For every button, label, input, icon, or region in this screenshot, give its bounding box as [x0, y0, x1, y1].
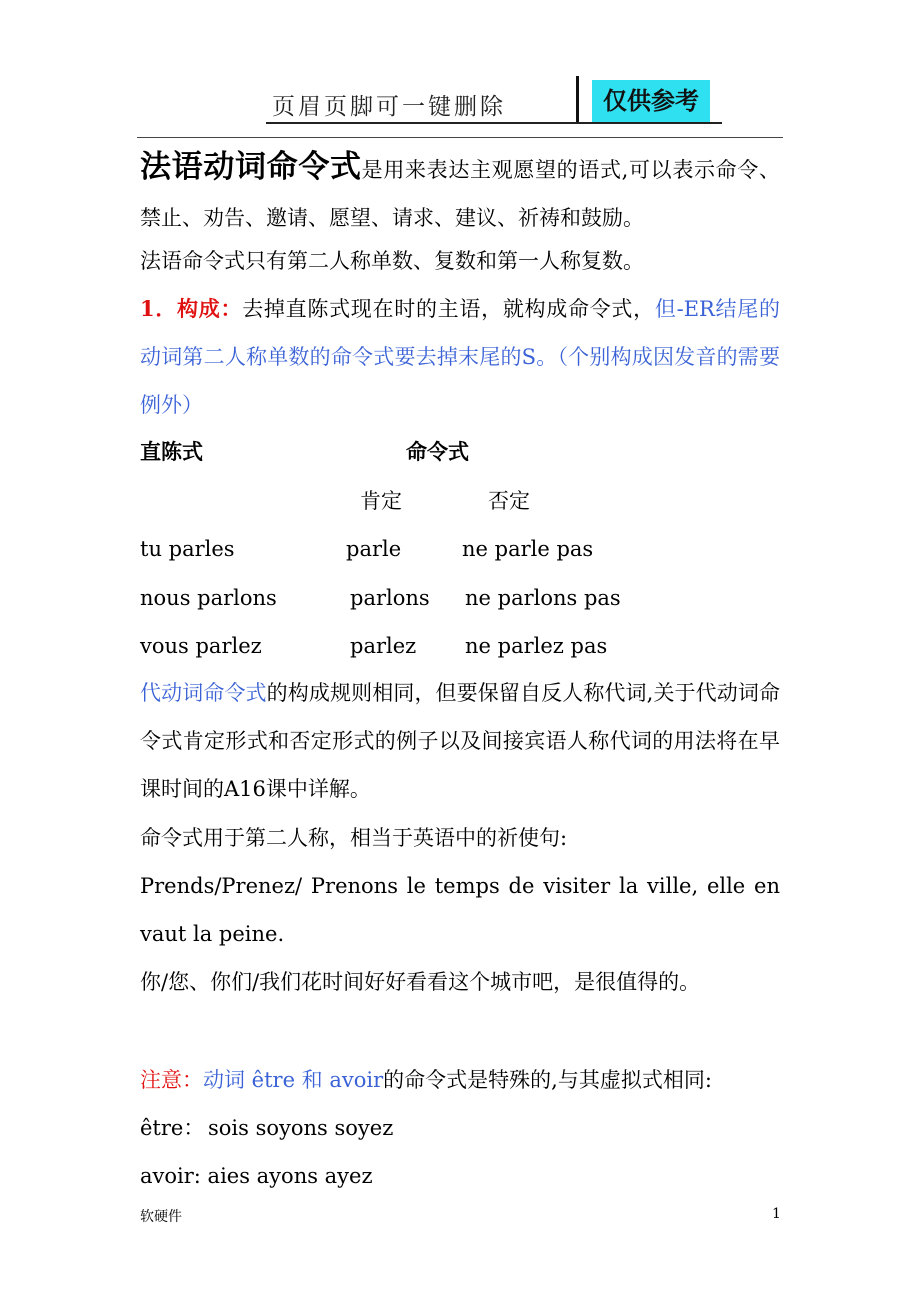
page-number: 1 [772, 1206, 781, 1222]
note-line [140, 1056, 780, 1104]
table-row-negative: ne parlez pas [465, 634, 608, 658]
col-header-negative: 否定 [488, 489, 530, 513]
intro-paragraph [140, 143, 780, 242]
col-header-indicative: 直陈式 [140, 439, 203, 464]
header-rule [137, 137, 783, 138]
section-formation-text: 去掉直陈式现在时的主语，就构成命令式， [242, 297, 655, 321]
intro-text: 是用来表达主观愿望的语式,可以表示命令、禁止、劝告、邀请、愿望、请求、建议、祈祷和鼓励。 [140, 158, 780, 230]
table-row-indicative: vous parlez [140, 634, 262, 658]
intro-title: 法语动词命令式 [140, 149, 362, 185]
usage-line: 命令式用于第二人称，相当于英语中的祈使句: [140, 826, 568, 850]
example-chinese: 你/您、你们/我们花时间好好看看这个城市吧，是很值得的。 [140, 970, 701, 994]
table-row-affirmative: parle [346, 537, 402, 561]
table-row-affirmative: parlons [350, 586, 430, 610]
etre-forms: sois soyons soyez [208, 1116, 394, 1140]
person-note: 法语命令式只有第二人称单数、复数和第一人称复数。 [140, 249, 644, 273]
avoir-label: avoir: [140, 1164, 201, 1188]
note-verbs: 动词 être 和 avoir [203, 1068, 384, 1092]
section-formation [140, 285, 780, 429]
header-text: 页眉页脚可一键删除 [272, 94, 506, 120]
reference-badge: 仅供参考 [592, 80, 710, 122]
avoir-line [140, 1152, 373, 1200]
col-header-affirmative: 肯定 [360, 489, 402, 513]
table-row-negative: ne parlons pas [465, 586, 621, 610]
table-row-indicative: nous parlons [140, 586, 277, 610]
header-separator [576, 76, 579, 124]
header-underline [266, 122, 722, 124]
note-text: 的命令式是特殊的,与其虚拟式相同: [383, 1068, 712, 1092]
pronominal-term: 代动词命令式 [140, 681, 267, 705]
pronominal-text: 的构成规则相同，但要保留自反人称代词,关于代动词命令式肯定形式和否定形式的例子以及间接宾语人称代词的用法将在早课时间的A16课中详解。 [140, 681, 780, 801]
table-row-negative: ne parle pas [462, 537, 594, 561]
table-row-indicative: tu parles [140, 537, 235, 561]
pronominal-paragraph [140, 669, 780, 813]
section-formation-exception: 但-ER结尾的动词第二人称单数的命令式要去掉末尾的S。（个别构成因发音的需要例外） [140, 297, 780, 417]
footer-label: 软硬件 [140, 1209, 182, 1225]
example-french: Prends/Prenez/ Prenons le temps de visiter la ville, elle en vaut la peine. [140, 874, 780, 946]
avoir-forms: aies ayons ayez [207, 1164, 373, 1188]
note-label: 注意： [140, 1068, 203, 1092]
etre-label: être： [140, 1116, 205, 1140]
section-formation-label: 1．构成： [140, 296, 243, 321]
table-row-affirmative: parlez [350, 634, 417, 658]
col-header-imperative: 命令式 [406, 439, 469, 464]
